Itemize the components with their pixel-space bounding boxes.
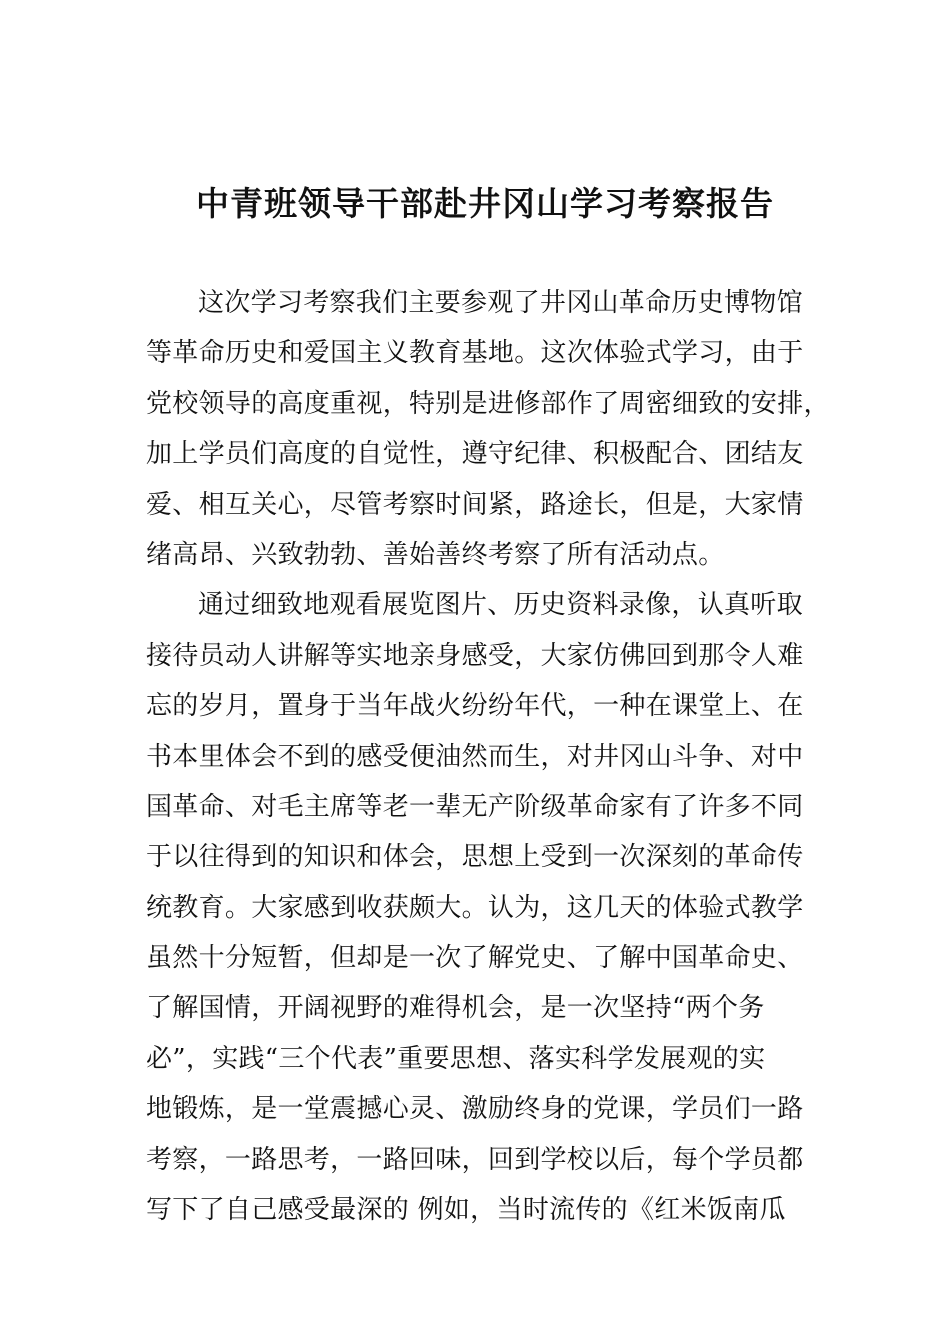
paragraph-2-line-5: 国革命、对毛主席等老一辈无产阶级革命家有了许多不同: [146, 791, 804, 822]
paragraph-2-line-11: 地锻炼，是一堂震撼心灵、激励终身的党课，学员们一路: [146, 1094, 804, 1125]
paragraph-2-line-1: 通过细致地观看展览图片、历史资料录像，认真听取: [198, 590, 803, 621]
paragraph-2-line-12: 考察，一路思考，一路回味，回到学校以后，每个学员都: [146, 1144, 804, 1175]
paragraph-2-line-4: 书本里体会不到的感受便油然而生，对井冈山斗争、对中: [146, 741, 804, 772]
paragraph-2-line-13: 写下了自己感受最深的 例如，当时流传的《红米饭南瓜: [146, 1195, 786, 1226]
paragraph-2-line-8: 虽然十分短暂，但却是一次了解党史、了解中国革命史、: [146, 943, 804, 974]
paragraph-2-line-6: 于以往得到的知识和体会，思想上受到一次深刻的革命传: [146, 842, 804, 873]
paragraph-2-line-2: 接待员动人讲解等实地亲身感受，大家仿佛回到那令人难: [146, 640, 804, 671]
document-title: 中青班领导干部赴井冈山学习考察报告: [196, 184, 774, 223]
paragraph-1-line-6: 绪高昂、兴致勃勃、善始善终考察了所有活动点。: [146, 539, 725, 570]
paragraph-2-line-9: 了解国情，开阔视野的难得机会，是一次坚持“两个务: [146, 993, 765, 1024]
paragraph-1-line-1: 这次学习考察我们主要参观了井冈山革命历史博物馆: [198, 288, 803, 318]
paragraph-2-line-7: 统教育。大家感到收获颇大。认为，这几天的体验式教学: [146, 892, 804, 923]
document-body: [146, 278, 830, 1235]
paragraph-1-line-4: 加上学员们高度的自觉性，遵守纪律、积极配合、团结友: [146, 439, 804, 470]
paragraph-1-line-3: 党校领导的高度重视，特别是进修部作了周密细致的安排，: [146, 388, 830, 419]
paragraph-1-line-2: 等革命历史和爱国主义教育基地。这次体验式学习，由于: [146, 338, 804, 369]
paragraph-1-line-5: 爱、相互关心，尽管考察时间紧，路途长，但是，大家情: [146, 489, 804, 520]
paragraph-2-line-10: 必”，实践“三个代表”重要思想、落实科学发展观的实: [146, 1043, 766, 1074]
paragraph-2-line-3: 忘的岁月，置身于当年战火纷纷年代，一种在课堂上、在: [146, 691, 804, 722]
